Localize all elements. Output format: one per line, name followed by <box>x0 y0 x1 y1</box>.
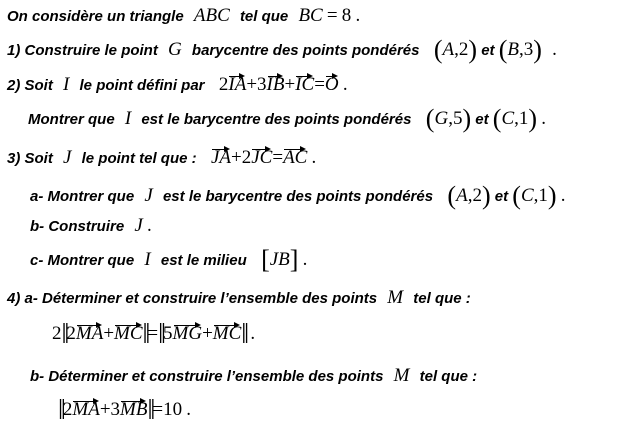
point-g: G <box>434 108 449 129</box>
weight-a: 2 <box>472 185 482 206</box>
dot: . <box>560 185 566 206</box>
q4a-text: 4) a- Déterminer et construire l’ensemble des points <box>7 290 378 307</box>
et-text: et <box>475 111 489 128</box>
q4b-desc: tel que : <box>419 368 478 385</box>
question-3c: c- Montrer que I est le milieu [JB] . <box>30 245 308 274</box>
q2b-desc: est le barycentre des points pondérés <box>141 111 412 128</box>
coef: 2 <box>218 74 229 95</box>
norm-value: 10 <box>163 399 183 420</box>
weight-g: 5 <box>452 108 463 129</box>
point-b: B <box>507 39 520 60</box>
equals-sign: = <box>326 5 338 26</box>
point-i: I <box>63 74 70 95</box>
q2-desc: le point défini par <box>79 77 205 94</box>
question-1: 1) Construire le point G barycentre des points pondérés (A,2) et (B,3) . <box>7 35 557 64</box>
equation-4b: ‖2MA+3MB‖=10 . <box>58 395 191 426</box>
q1-desc: barycentre des points pondérés <box>191 42 420 59</box>
vector-ac: AC <box>283 147 308 168</box>
dot: . <box>552 39 557 60</box>
et-text: et <box>494 188 509 205</box>
question-3: 3) Soit J le point tel que : JA+2JC=AC . <box>7 147 317 168</box>
weight-a: 2 <box>458 39 469 60</box>
dot: . <box>342 74 348 95</box>
vector-ja: JA <box>210 147 232 168</box>
q4b-text: b- Déterminer et construire l’ensemble des points <box>30 368 384 385</box>
q1-text: 1) Construire le point <box>7 42 158 59</box>
q3-text: 3) Soit <box>7 150 53 167</box>
point-j: J <box>144 185 153 206</box>
side-length: 8 <box>341 5 352 26</box>
q3a-text: a- Montrer que <box>30 188 135 205</box>
intro-line <box>7 6 360 27</box>
dot: . <box>250 323 256 344</box>
point-i: I <box>144 249 151 270</box>
q2-text: 2) Soit <box>7 77 53 94</box>
point-j: J <box>134 215 143 236</box>
dot: . <box>146 215 152 236</box>
point-a: A <box>442 39 455 60</box>
question-4a <box>7 288 471 309</box>
question-4b <box>30 366 477 387</box>
weight-c: 1 <box>518 108 529 129</box>
q3c-desc: est le milieu <box>160 252 247 269</box>
point-c: C <box>520 185 534 206</box>
vector-zero: O <box>324 74 339 95</box>
coef: 2 <box>52 323 62 344</box>
question-2: 2) Soit I le point défini par 2IA+3IB+IC=O . <box>7 74 348 95</box>
question-2-sub: Montrer que I est le barycentre des points pondérés (G,5) et (C,1) . <box>28 104 546 133</box>
q3a-desc: est le barycentre des points pondérés <box>162 188 434 205</box>
triangle-name: ABC <box>193 5 230 26</box>
point-a: A <box>456 185 468 206</box>
q3c-text: c- Montrer que <box>30 252 135 269</box>
dot: . <box>302 249 308 270</box>
vector-ia: IA <box>228 74 247 95</box>
side-name: BC <box>298 5 323 26</box>
vector-ic: IC <box>295 74 315 95</box>
equation-4a: 2‖2MA+MC‖=‖5MG+MC‖ . <box>52 319 256 350</box>
tel-que-text: tel que <box>239 8 289 25</box>
point-m: M <box>393 365 410 386</box>
dot: . <box>311 147 317 168</box>
weight-b: 3 <box>523 39 534 60</box>
dot: . <box>355 5 361 26</box>
et-text: et <box>481 42 495 59</box>
weight-c: 1 <box>538 185 548 206</box>
vector-ma: MA <box>75 323 104 344</box>
question-3a: a- Montrer que J est le barycentre des points pondérés (A,2) et (C,1) . <box>30 181 566 210</box>
q3-desc: le point tel que : <box>81 150 197 167</box>
question-3b <box>30 216 152 237</box>
vector-ma: MA <box>72 399 100 420</box>
point-i: I <box>124 108 132 129</box>
vector-mc: MC <box>212 323 242 344</box>
vector-jc: JC <box>251 147 273 168</box>
point-m: M <box>387 287 404 308</box>
dot: . <box>186 399 191 420</box>
point-g: G <box>168 39 182 60</box>
dot: . <box>541 108 546 129</box>
coef: 2 <box>241 147 252 168</box>
intro-text: On considère un triangle <box>7 8 184 25</box>
vector-mb: MB <box>120 399 148 420</box>
vector-mg: MG <box>172 323 203 344</box>
point-c: C <box>501 108 515 129</box>
q4a-desc: tel que : <box>413 290 471 307</box>
point-j: J <box>63 147 72 168</box>
q2b-text: Montrer que <box>28 111 115 128</box>
q3b-text: b- Construire <box>30 218 125 235</box>
vector-mc: MC <box>114 323 143 344</box>
coef: 3 <box>257 74 267 95</box>
segment-jb: JB <box>269 249 290 270</box>
vector-ib: IB <box>266 74 285 95</box>
